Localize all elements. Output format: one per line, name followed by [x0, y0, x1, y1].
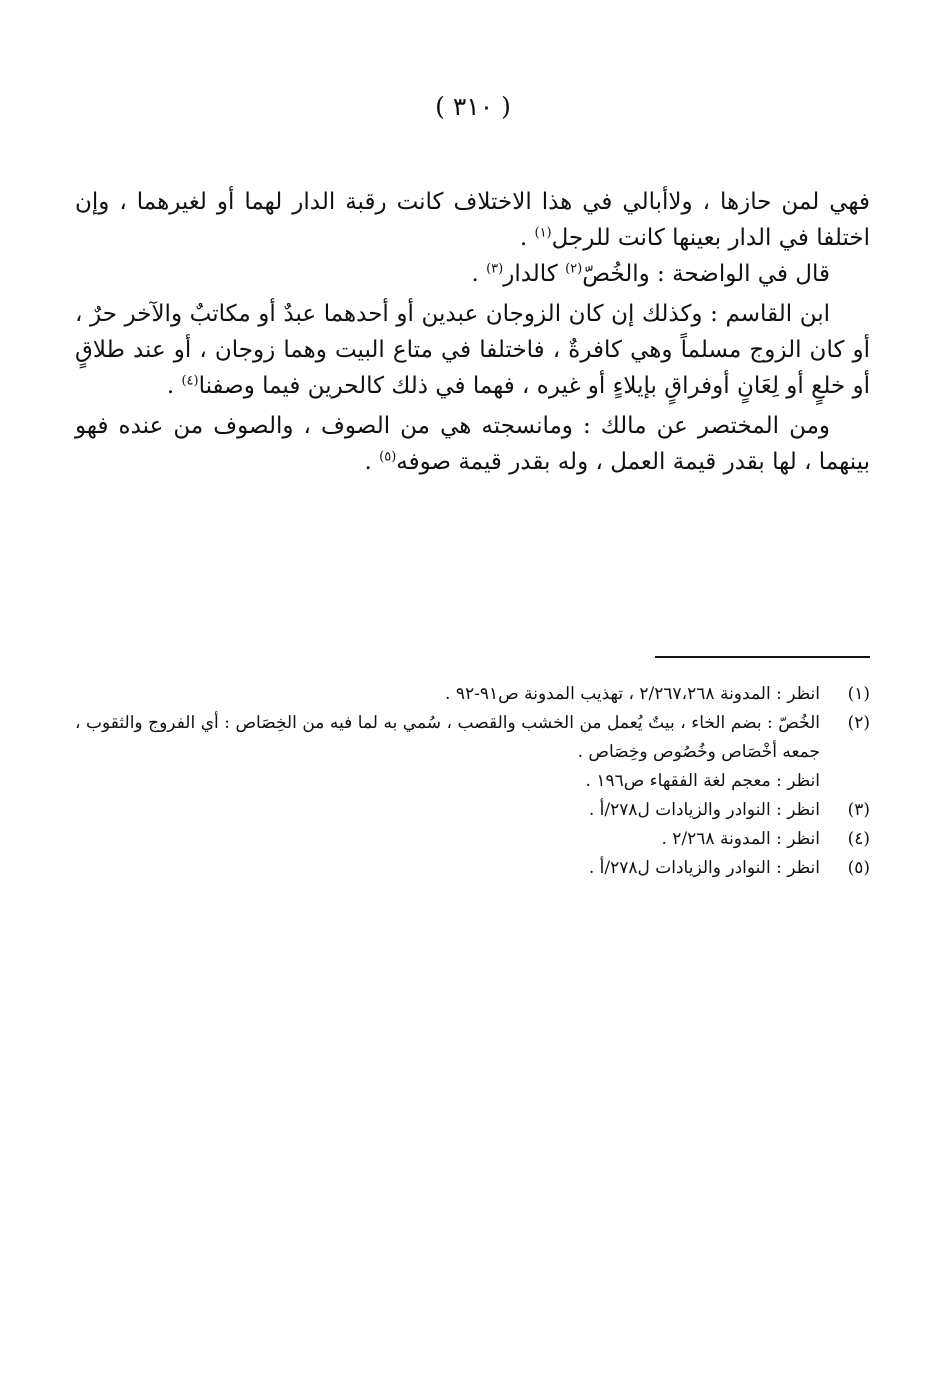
footnote-text: انظر : المدونة ٢/٢٦٨ .	[661, 829, 820, 849]
footnote-number: (١)	[847, 684, 870, 704]
paragraph-text: ومن المختصر عن مالك : ومانسجته هي من الصوف ، والصوف من عنده فهو بينهما ، لها بقدر قيمة العمل ، وله بقدر قيمة صوفه	[75, 413, 870, 475]
footnote-text: انظر : المدونة ٢/٢٦٧،٢٦٨ ، تهذيب المدونة ص٩١-٩٢ .	[445, 684, 820, 704]
paragraph	[75, 256, 870, 292]
footnote-separator	[655, 656, 870, 658]
footnote-text: انظر : معجم لغة الفقهاء ص١٩٦ .	[585, 771, 820, 791]
paragraph-tail: .	[166, 373, 182, 399]
footnote	[75, 796, 870, 825]
paragraph-tail: .	[519, 225, 535, 251]
footnote-ref: (٤)	[181, 373, 199, 389]
footnote-text: انظر : النوادر والزيادات ل٢٧٨/أ .	[588, 800, 820, 820]
footnote	[75, 854, 870, 883]
paragraph-text: ابن القاسم : وكذلك إن كان الزوجان عبدين أو أحدهما عبدٌ أو مكاتبٌ والآخر حرٌ ، أو كان الزوج مسلماً وهي كافرةٌ ، فاختلفا في متاع البيت وهما زوجان ، أو عند طلاقٍ أو خلعٍ أو لِعَانٍ أوفراقٍ بإيلاءٍ أو غيره ، فهما في ذلك كالحرين فيما وصفنا	[75, 301, 870, 399]
paragraph-text: قال في الواضحة : والخُصّ	[582, 261, 830, 287]
main-text	[75, 184, 870, 480]
paragraph-text: فهي لمن حازها ، ولاأبالي في هذا الاختلاف كانت رقبة الدار لهما أو لغيرهما ، وإن اختلفا في الدار بعينها كانت للرجل	[75, 189, 870, 251]
footnote-ref: (٥)	[379, 449, 397, 465]
footnote-ref: (١)	[534, 225, 552, 241]
footnote	[75, 767, 870, 796]
page-number: ( ٣١٠ )	[435, 92, 511, 121]
footnote-number: (٥)	[847, 858, 870, 878]
paragraph	[75, 296, 870, 404]
footnote	[75, 709, 870, 767]
paragraph-text: كالدار	[503, 261, 566, 287]
footnote-number: (٣)	[847, 800, 870, 820]
footnote-ref: (٣)	[486, 261, 504, 277]
footnote	[75, 825, 870, 854]
footnote-ref: (٢)	[565, 261, 583, 277]
footnotes	[75, 680, 870, 883]
footnote	[75, 680, 870, 709]
footnote-number: (٢)	[847, 713, 870, 733]
footnote-text: الخُصّ : بضم الخاء ، بيتٌ يُعمل من الخشب والقصب ، سُمي به لما فيه من الخِصَاص : أي الفروج والثقوب ، جمعه أخْصَاص وخُصُوص وخِصَاص .	[75, 713, 820, 762]
paragraph	[75, 408, 870, 480]
footnote-number: (٤)	[847, 829, 870, 849]
paragraph	[75, 184, 870, 256]
paragraph-tail: .	[471, 261, 487, 287]
footnote-text: انظر : النوادر والزيادات ل٢٧٨/أ .	[588, 858, 820, 878]
paragraph-tail: .	[364, 449, 380, 475]
